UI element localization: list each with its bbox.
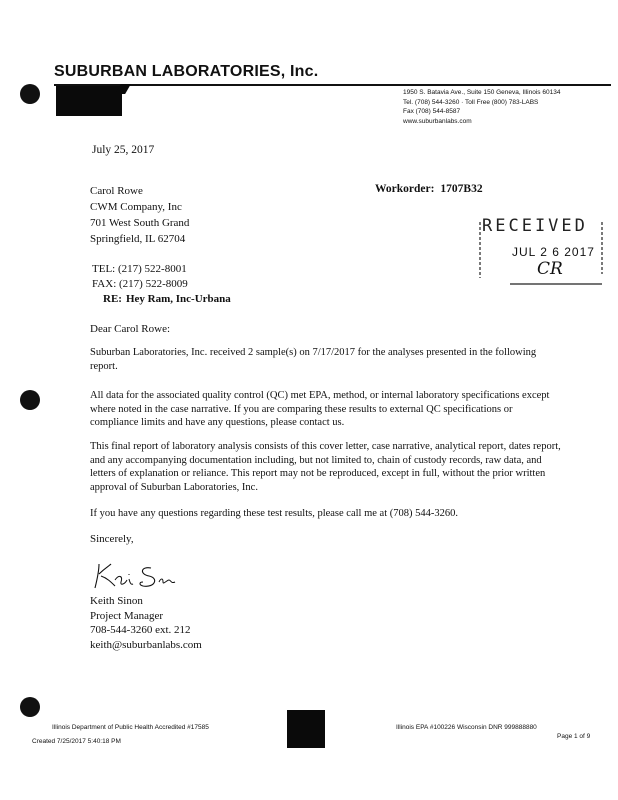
signer-block — [90, 594, 202, 652]
fax-line: Fax (708) 544-8587 — [403, 108, 461, 115]
stamp-date: JUL 2 6 2017 — [512, 245, 595, 259]
page-number: Page 1 of 9 — [557, 733, 591, 740]
signer-phone: 708-544-3260 ext. 212 — [90, 624, 191, 636]
handwritten-signature — [93, 560, 213, 590]
signer-email[interactable]: keith@suburbanlabs.com — [90, 638, 202, 651]
body-paragraph-4: If you have any questions regarding these test results, please call me at (708) 544-3260. — [90, 508, 458, 519]
phone-line: Tel. (708) 544-3260 · Toll Free (800) 783-LABS — [403, 98, 539, 106]
recipient-fax: FAX: (217) 522-8009 — [92, 277, 188, 290]
recipient-city: Springfield, IL 62704 — [90, 233, 186, 245]
letterhead-address — [403, 88, 560, 126]
recipient-company: CWM Company, Inc — [90, 201, 182, 213]
workorder-value: 1707B32 — [440, 183, 483, 195]
re-label: RE: — [103, 293, 122, 305]
letterhead-rule — [54, 84, 611, 86]
footer-accreditation: Illinois Department of Public Health Accredited #17585 — [52, 724, 209, 731]
signer-name: Keith Sinon — [90, 595, 143, 607]
workorder — [375, 183, 483, 195]
footer-certifications: Illinois EPA #100226 Wisconsin DNR 999888880 — [396, 724, 537, 731]
recipient-name: Carol Rowe — [90, 185, 143, 197]
punch-hole-top — [20, 84, 40, 104]
recipient-contact — [92, 262, 188, 291]
closing: Sincerely, — [90, 533, 134, 545]
workorder-label: Workorder: — [375, 183, 435, 195]
recipient-street: 701 West South Grand — [90, 217, 190, 229]
punch-hole-middle — [20, 390, 40, 410]
stamp-initials: CR — [537, 259, 563, 279]
body-paragraph-3: This final report of laboratory analysis consists of this cover letter, case narrative, analytical report, dates report, and any accompanying documentation including, but not limited to, chain of custody records, raw data, and letters of explanation or reliance. This report may not be reproduced, except in full, without the prior written approval of Suburban Laboratories, Inc. — [90, 441, 561, 493]
redacted-logo-block — [56, 86, 122, 116]
punch-hole-bottom — [20, 697, 40, 717]
company-name: SUBURBAN LABORATORIES, Inc. — [54, 63, 319, 80]
re-value: Hey Ram, Inc-Urbana — [125, 293, 231, 305]
body-paragraph-2: All data for the associated quality control (QC) met EPA, method, or internal laboratory specifications except where noted in the case narrative. If you are comparing these results to external QC specifications or compliance limits and have any questions, please contact us. — [90, 390, 550, 428]
letter-date: July 25, 2017 — [92, 144, 155, 156]
re-line — [103, 293, 231, 305]
website-link[interactable]: www.suburbanlabs.com — [403, 117, 472, 125]
address-line: 1950 S. Batavia Ave., Suite 150 Geneva, Illinois 60134 — [403, 89, 561, 96]
redacted-footer-block — [287, 710, 325, 748]
recipient-block — [90, 183, 189, 247]
recipient-tel: TEL: (217) 522-8001 — [92, 263, 187, 275]
signer-title: Project Manager — [90, 609, 163, 622]
salutation: Dear Carol Rowe: — [90, 323, 171, 335]
body-paragraph-1: Suburban Laboratories, Inc. received 2 sample(s) on 7/17/2017 for the analyses presented in the following report. — [90, 347, 537, 372]
stamp-received-label: RECEIVED — [482, 216, 588, 236]
footer-created: Created 7/25/2017 5:40:18 PM — [32, 738, 121, 745]
